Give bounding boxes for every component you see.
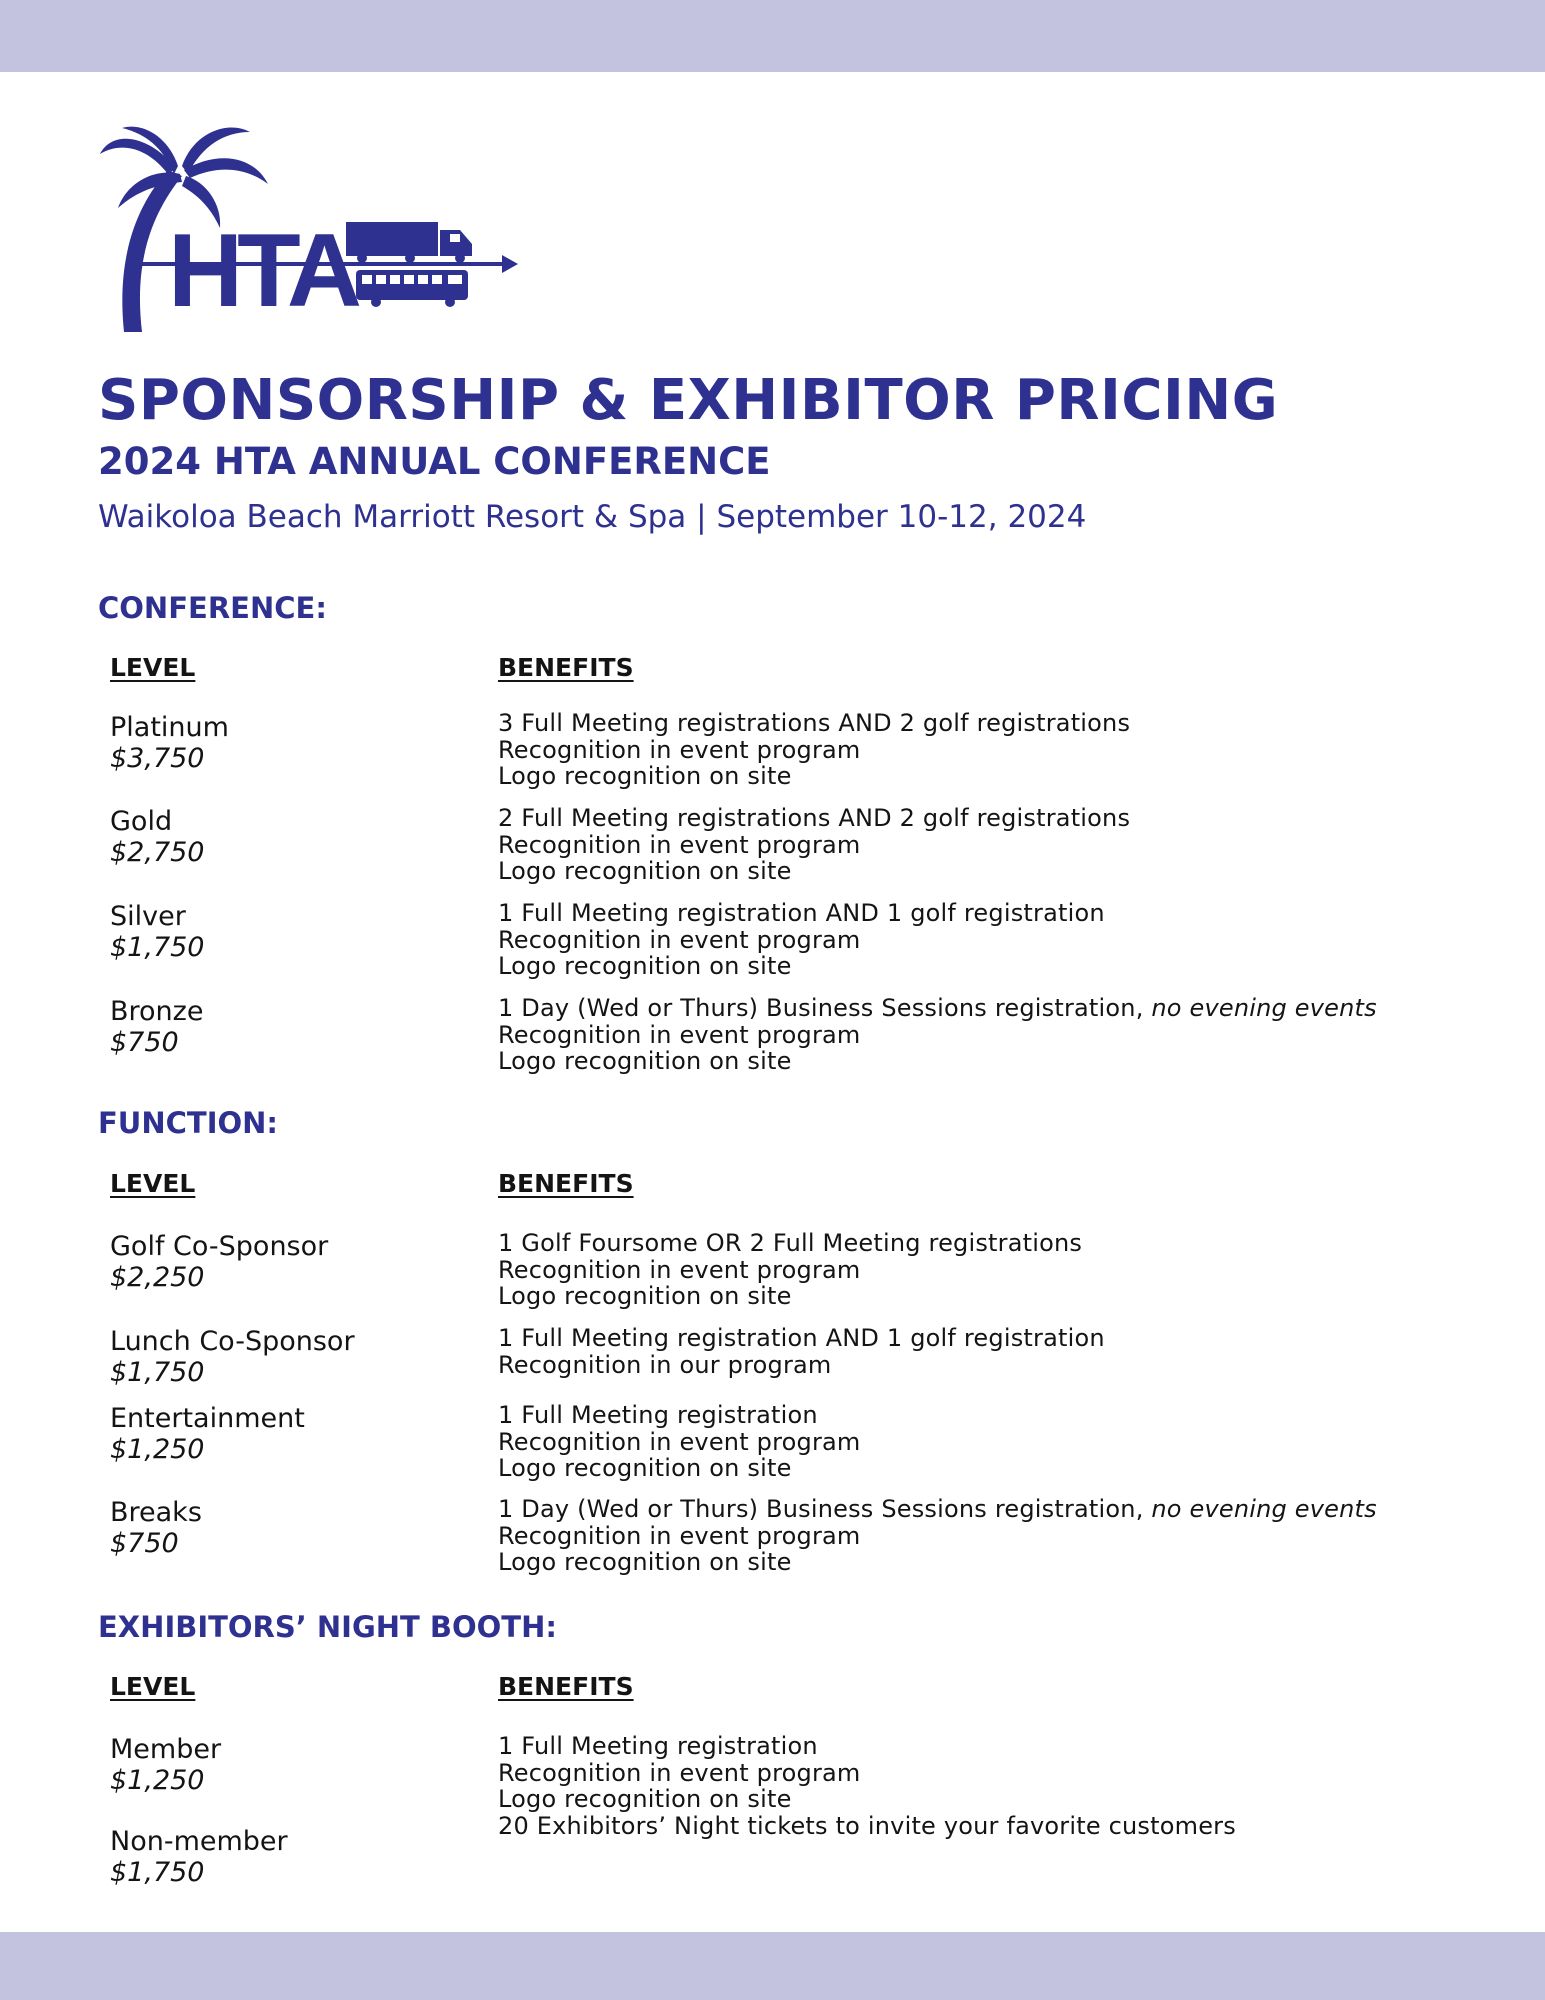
benefit-item: 3 Full Meeting registrations AND 2 golf registrations [498, 709, 1131, 737]
benefit-item: Recognition in event program [498, 1758, 861, 1787]
hta-logo [98, 124, 528, 334]
benefit-item: Logo recognition on site [498, 1282, 792, 1310]
venue-dates: Waikoloa Beach Marriott Resort & Spa | September 10-12, 2024 [98, 499, 1087, 535]
benefit-item: Recognition in event program [498, 925, 861, 954]
level-name: Member [110, 1734, 222, 1765]
benefits-list [498, 995, 1377, 1075]
benefit-item: Logo recognition on site [498, 1548, 792, 1576]
level-name: Breaks [110, 1497, 202, 1528]
benefit-item: Recognition in event program [498, 1255, 861, 1284]
top-band [0, 0, 1545, 72]
benefit-item: Logo recognition on site [498, 1047, 792, 1075]
level-price: $1,750 [110, 1857, 205, 1888]
page-title: SPONSORSHIP & EXHIBITOR PRICING [98, 368, 1279, 433]
level-price: $2,250 [110, 1262, 205, 1293]
benefit-item [498, 995, 1377, 1022]
logo-wordmark: HTA [168, 213, 357, 329]
benefit-item: 1 Full Meeting registration [498, 1732, 818, 1760]
benefit-item: Recognition in event program [498, 830, 861, 859]
level-name: Silver [110, 901, 186, 932]
benefit-item: Recognition in our program [498, 1350, 832, 1379]
level-name: Entertainment [110, 1403, 305, 1434]
benefit-item: Logo recognition on site [498, 1454, 792, 1482]
column-header-benefits: BENEFITS [498, 653, 634, 682]
benefit-text: 1 Day (Wed or Thurs) Business Sessions registration, [498, 1495, 1144, 1523]
benefits-list [498, 1733, 1236, 1839]
level-name: Bronze [110, 996, 204, 1027]
level-price: $2,750 [110, 837, 205, 868]
benefit-item: Logo recognition on site [498, 857, 792, 885]
level-name: Gold [110, 806, 173, 837]
level-price: $1,750 [110, 1357, 205, 1388]
conference-subtitle: 2024 HTA ANNUAL CONFERENCE [98, 440, 771, 483]
benefits-list [498, 900, 1105, 980]
benefits-list [498, 1402, 861, 1482]
benefit-item: 1 Full Meeting registration AND 1 golf registration [498, 899, 1105, 927]
benefits-list [498, 1230, 1082, 1310]
column-header-level: LEVEL [110, 1672, 196, 1701]
section-title-conference: CONFERENCE: [98, 591, 327, 625]
benefits-list [498, 805, 1130, 885]
level-price: $1,250 [110, 1434, 205, 1465]
column-header-level: LEVEL [110, 653, 196, 682]
level-name: Lunch Co-Sponsor [110, 1326, 355, 1357]
benefit-item: Logo recognition on site [498, 1785, 792, 1813]
benefit-item: Recognition in event program [498, 735, 861, 764]
benefit-item: Recognition in event program [498, 1020, 861, 1049]
level-price: $3,750 [110, 743, 205, 774]
benefit-text: 1 Day (Wed or Thurs) Business Sessions registration, [498, 994, 1144, 1022]
column-header-benefits: BENEFITS [498, 1672, 634, 1701]
benefit-note: no evening events [1151, 1495, 1377, 1523]
benefit-item: Recognition in event program [498, 1427, 861, 1456]
level-price: $750 [110, 1027, 179, 1058]
benefits-list [498, 1325, 1105, 1378]
benefits-list [498, 1496, 1377, 1576]
benefits-list [498, 710, 1130, 790]
benefit-item [498, 1496, 1377, 1523]
level-price: $1,750 [110, 932, 205, 963]
section-title-exhibitors-booth: EXHIBITORS’ NIGHT BOOTH: [98, 1610, 557, 1644]
benefit-note: no evening events [1151, 994, 1377, 1022]
benefit-item: 2 Full Meeting registrations AND 2 golf registrations [498, 804, 1131, 832]
benefit-item: Logo recognition on site [498, 762, 792, 790]
benefit-item: 20 Exhibitors’ Night tickets to invite your favorite customers [498, 1811, 1236, 1840]
level-name: Platinum [110, 712, 229, 743]
column-header-level: LEVEL [110, 1169, 196, 1198]
level-name: Non-member [110, 1826, 288, 1857]
benefit-item: 1 Full Meeting registration [498, 1401, 818, 1429]
column-header-benefits: BENEFITS [498, 1169, 634, 1198]
level-name: Golf Co-Sponsor [110, 1231, 329, 1262]
benefit-item: Logo recognition on site [498, 952, 792, 980]
benefit-item: 1 Golf Foursome OR 2 Full Meeting registrations [498, 1229, 1083, 1257]
level-price: $750 [110, 1528, 179, 1559]
benefit-item: Recognition in event program [498, 1521, 861, 1550]
section-title-function: FUNCTION: [98, 1106, 279, 1140]
level-price: $1,250 [110, 1765, 205, 1796]
benefit-item: 1 Full Meeting registration AND 1 golf registration [498, 1324, 1105, 1352]
bottom-band [0, 1932, 1545, 2000]
